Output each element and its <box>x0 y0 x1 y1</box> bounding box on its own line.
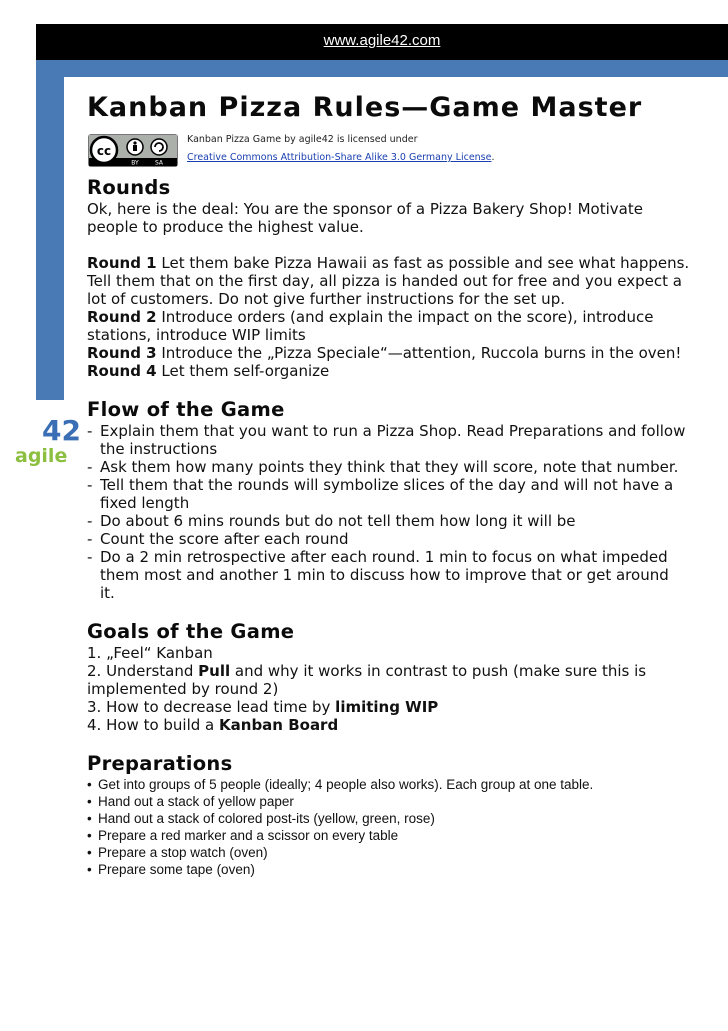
goal-1: 1. „Feel“ Kanban <box>87 644 213 662</box>
round-2-label: Round 2 <box>87 308 157 326</box>
flow-item: - Do a 2 min retrospective after each round. 1 min to focus on what impeded them most and another 1 min to discuss how to improve that or get around it. <box>87 548 717 602</box>
goal-4-text: 4. How to build a <box>87 716 220 734</box>
website-link[interactable]: www.agile42.com <box>323 32 441 49</box>
cc-badge-label: cc <box>96 144 112 158</box>
round-1-label: Round 1 <box>87 254 157 272</box>
goal-3-bold: limiting WIP <box>335 698 439 716</box>
preparation-item: • Prepare a red marker and a scissor on every table <box>87 827 717 844</box>
blue-frame-left <box>36 60 64 400</box>
flow-item-text: Explain them that you want to run a Pizza Shop. Read Preparations and follow <box>100 422 686 440</box>
preparation-item: • Prepare a stop watch (oven) <box>87 844 717 861</box>
preparation-item: • Get into groups of 5 people (ideally; 4 people also works). Each group at one table. <box>87 776 717 793</box>
flow-item: - Tell them that the rounds will symbolize slices of the day and will not have a fixed length <box>87 476 717 512</box>
goal-4 <box>87 716 717 734</box>
goal-2-bold: Pull <box>198 662 231 680</box>
creative-commons-badge-icon[interactable] <box>88 134 178 167</box>
round-2-line <box>87 308 717 326</box>
goal-3 <box>87 698 717 716</box>
goal-2-cont: implemented by round 2) <box>87 680 279 698</box>
goals-section <box>87 620 717 734</box>
flow-item-text: them most and another 1 min to discuss how to improve that or get around <box>100 566 669 584</box>
flow-item: - Count the score after each round <box>87 530 717 548</box>
rounds-heading: Rounds <box>87 176 171 199</box>
flow-item-text: fixed length <box>100 494 190 512</box>
goals-heading: Goals of the Game <box>87 620 295 643</box>
round-1-line: Tell them that on the first day, all pizza is handed out for free and you expect a <box>87 272 682 290</box>
agile42-logo <box>14 412 81 468</box>
flow-heading: Flow of the Game <box>87 398 285 421</box>
rounds-intro-line: Ok, here is the deal: You are the sponsor of a Pizza Bakery Shop! Motivate <box>87 200 643 218</box>
flow-item-text: Count the score after each round <box>100 530 349 548</box>
license-line: Kanban Pizza Game by agile42 is licensed under <box>187 134 418 145</box>
round-3-text: Introduce the „Pizza Speciale“—attention, Ruccola burns in the oven! <box>156 344 682 362</box>
round-1-line <box>87 254 717 272</box>
flow-section <box>87 398 717 602</box>
flow-item-text: it. <box>100 584 115 602</box>
round-2-text: Introduce orders (and explain the impact on the score), introduce <box>156 308 654 326</box>
rounds-section <box>87 176 717 380</box>
goal-2 <box>87 662 717 680</box>
flow-item-text: Tell them that the rounds will symbolize slices of the day and will not have a <box>100 476 674 494</box>
round-4-text: Let them self-organize <box>156 362 330 380</box>
preparations-list <box>87 776 717 878</box>
round-4-line <box>87 362 717 380</box>
flow-item-text: Ask them how many points they think that they will score, note that number. <box>100 458 679 476</box>
flow-item-text: Do a 2 min retrospective after each round. 1 min to focus on what impeded <box>100 548 668 566</box>
flow-item-text: the instructions <box>100 440 218 458</box>
goal-4-bold: Kanban Board <box>219 716 339 734</box>
goal-2-text: 2. Understand <box>87 662 199 680</box>
license-link[interactable]: Creative Commons Attribution-Share Alike 3.0 Germany License <box>187 152 492 163</box>
preparations-heading: Preparations <box>87 752 233 775</box>
blue-frame-top <box>36 60 728 77</box>
rounds-intro-line: people to produce the highest value. <box>87 218 364 236</box>
logo-word: agile <box>15 445 68 467</box>
page-title: Kanban Pizza Rules—Game Master <box>87 92 643 123</box>
preparations-section <box>87 752 717 878</box>
round-3-label: Round 3 <box>87 344 157 362</box>
cc-by-label: BY <box>131 159 139 167</box>
flow-item: - Explain them that you want to run a Pizza Shop. Read Preparations and follow the instructions <box>87 422 717 458</box>
round-4-label: Round 4 <box>87 362 157 380</box>
cc-sa-label: SA <box>154 159 164 167</box>
license-text <box>187 131 495 167</box>
preparation-item: • Hand out a stack of colored post-its (yellow, green, rose) <box>87 810 717 827</box>
round-1-text: Let them bake Pizza Hawaii as fast as possible and see what happens. <box>156 254 690 272</box>
round-1-line: lot of customers. Do not give further instructions for the set up. <box>87 290 565 308</box>
preparation-item: • Prepare some tape (oven) <box>87 861 717 878</box>
round-2-line: stations, introduce WIP limits <box>87 326 306 344</box>
license-suffix: . <box>491 152 495 163</box>
goal-2-text: and why it works in contrast to push (make sure this is <box>230 662 647 680</box>
round-3-line <box>87 344 717 362</box>
top-bar <box>36 24 728 60</box>
flow-item-text: Do about 6 mins rounds but do not tell them how long it will be <box>100 512 576 530</box>
flow-item: - Ask them how many points they think that they will score, note that number. <box>87 458 717 476</box>
goal-3-text: 3. How to decrease lead time by <box>87 698 336 716</box>
logo-number: 42 <box>42 414 81 447</box>
flow-item: - Do about 6 mins rounds but do not tell them how long it will be <box>87 512 717 530</box>
preparation-item: • Hand out a stack of yellow paper <box>87 793 717 810</box>
document-body <box>87 90 717 878</box>
license-block <box>87 128 717 176</box>
